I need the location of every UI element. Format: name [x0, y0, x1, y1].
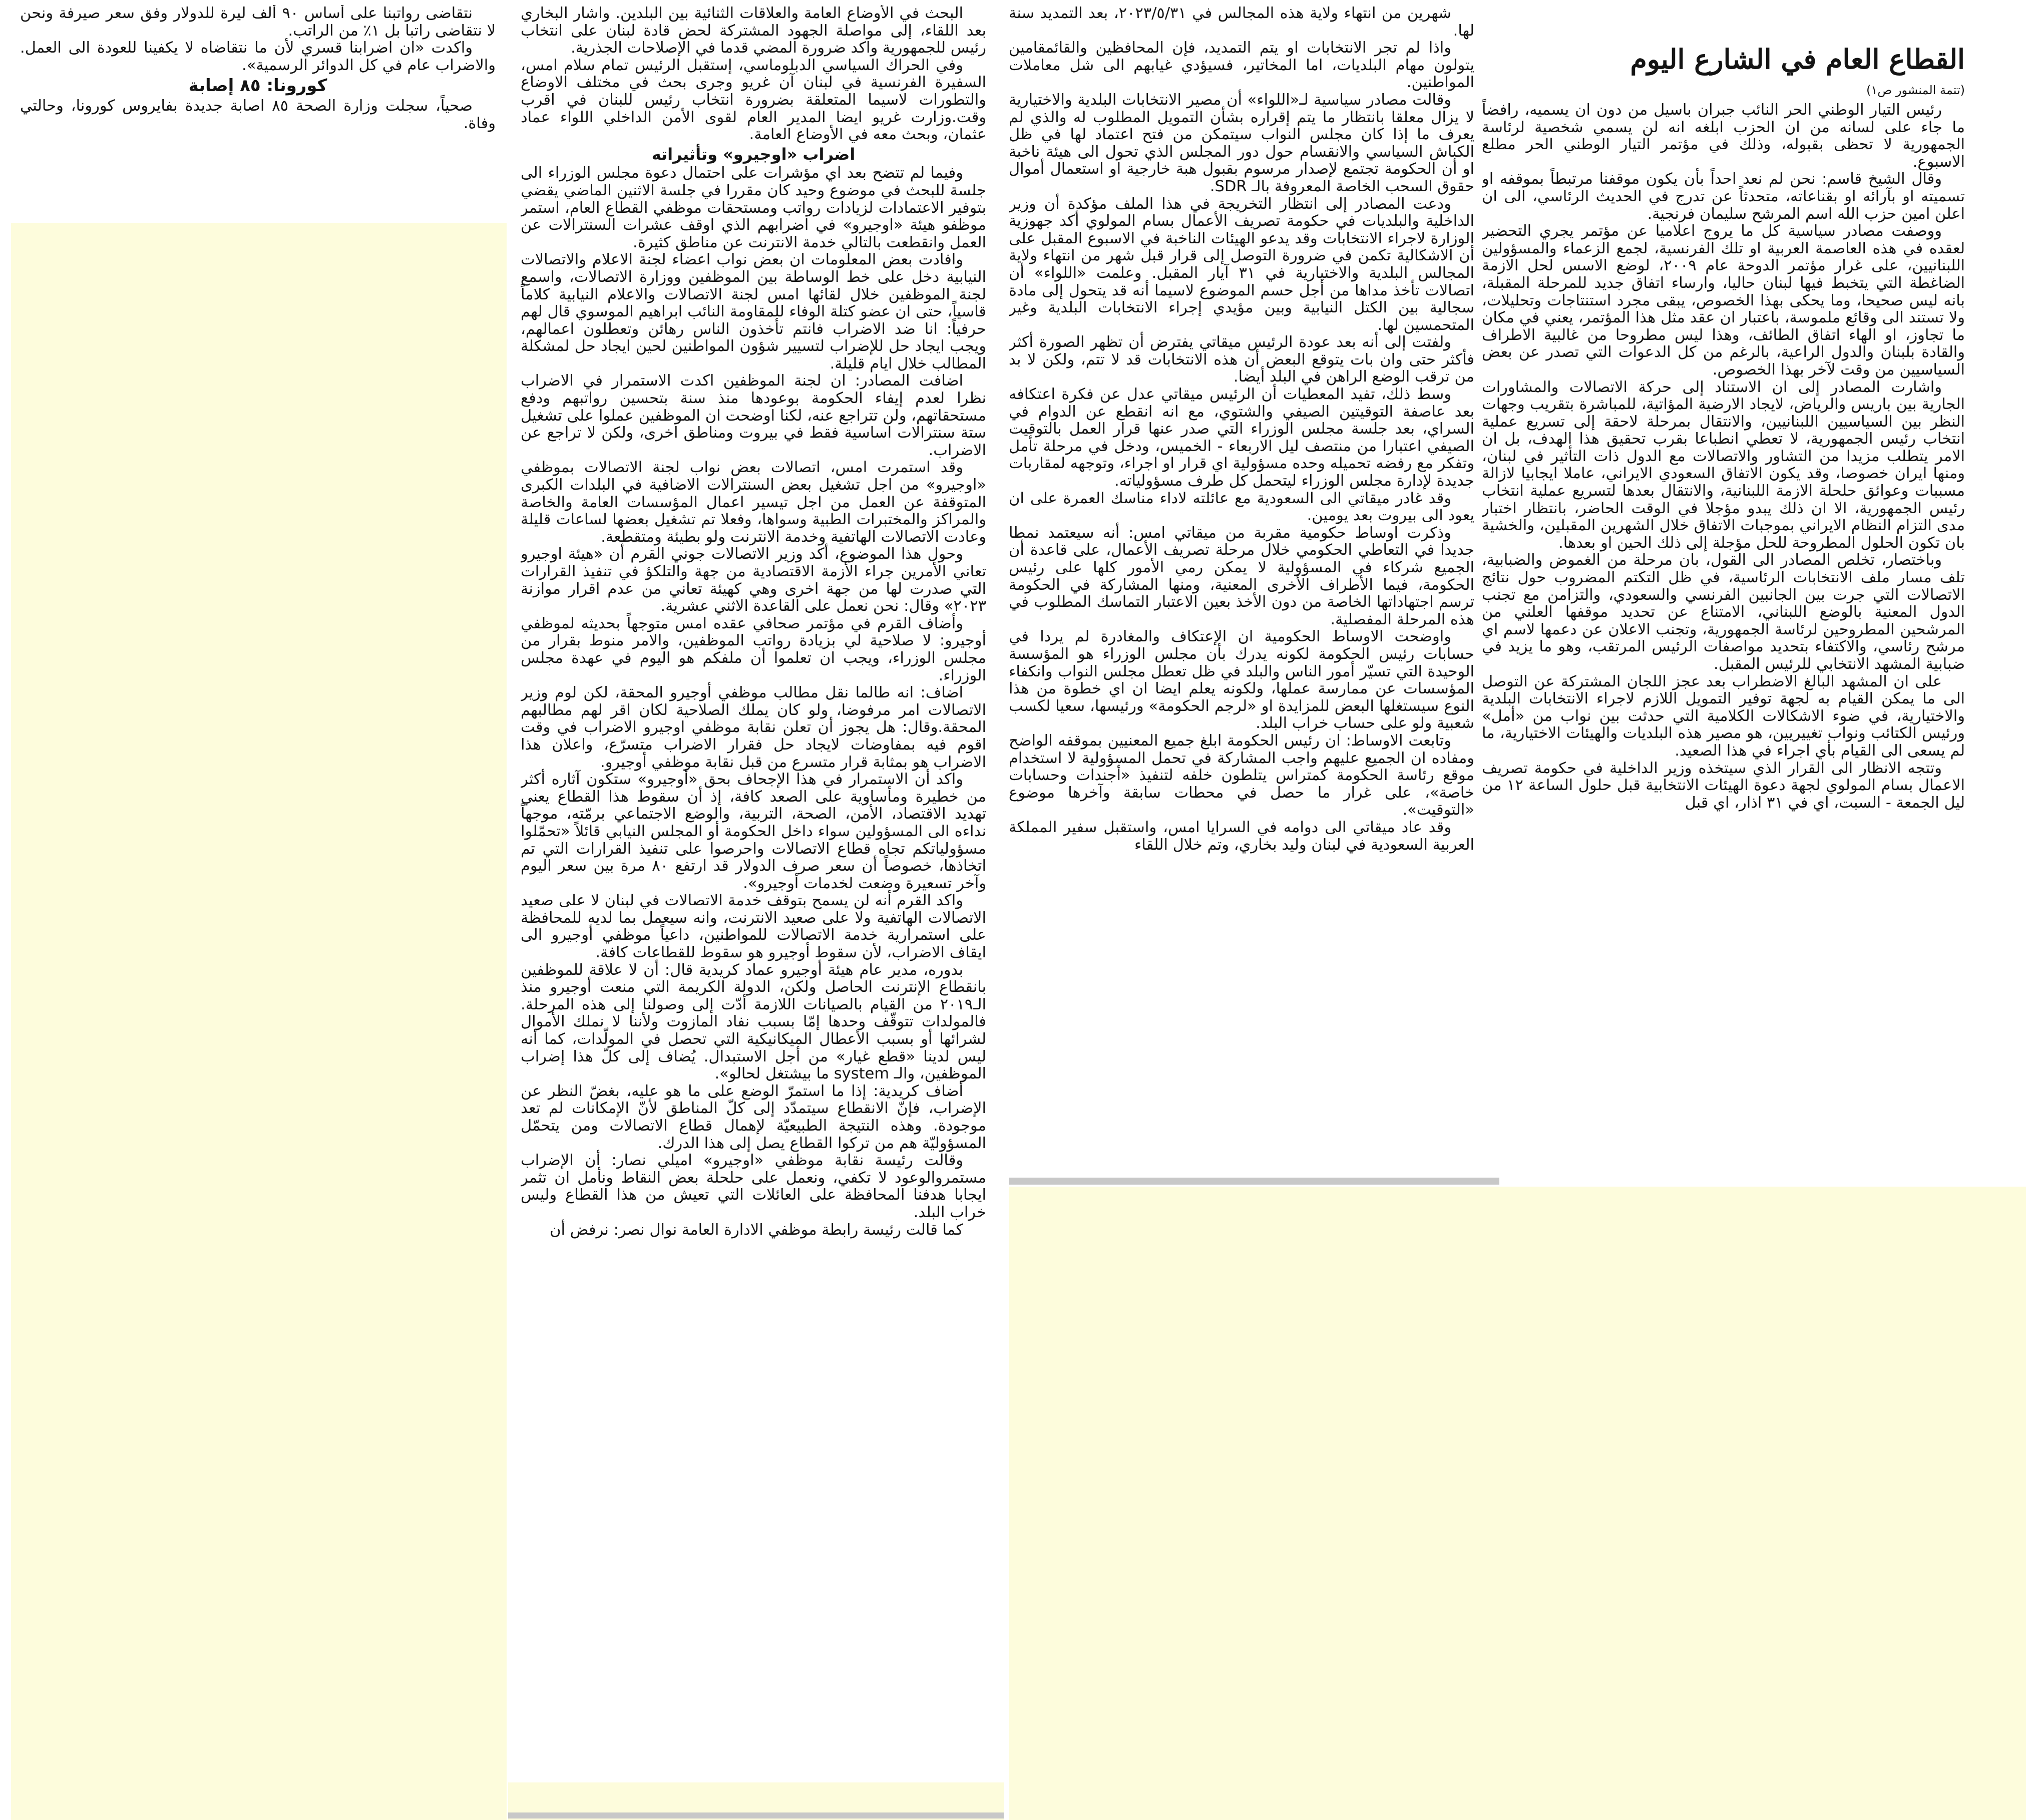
article-paragraph: اضاف: انه طالما نقل مطالب موظفي أوجيرو المحقة، لكن لوم وزير الاتصالات امر مرفوضا، ولو كان يملك الصلاحية لكان اقر لهم مطالبهم المحقة.وقال: هل يجوز أن تعلن نقابة موظفي اوجيرو الاضراب في وقت اقوم فيه بمفاوضات لايجاد حل فقرار الاضراب متسرّع، واعلان هذا الاضراب هو بمثابة قرار متسرع من قبل نقابة موظفي أوجيرو. [521, 684, 986, 771]
article-paragraph: وقد استمرت امس، اتصالات بعض نواب لجنة الاتصالات بموظفي «اوجيرو» من اجل تشغيل بعض السنترالات الاضافية في البلدات الكبرى المتوقفة عن العمل من اجل تيسير اعمال المؤسسات العامة والخاصة والمراكز والمختبرات الطبية وسواها، وفعلا تم تشغيل بعضها لساعات قليلة وعادت الاتصالات الهاتفية وخدمة الانترنت ولو بطيئة ومتقطعة. [521, 459, 986, 546]
article-paragraph: ودعت المصادر إلى انتظار التخريجة في هذا الملف مؤكدة أن وزير الداخلية والبلديات في حكومة تصريف الأعمال بسام المولوي أكد جهوزية الوزارة لاجراء الانتخابات وقد يدعو الهيئات الناخبة في الاسبوع المقبل على أن الاشكالية تكمن في ضرورة التوصل إلى قرار قبل شهر من انتهاء ولاية المجالس البلدية والاختيارية في ٣١ آيار المقبل. وعلمت «اللواء» أن اتصالات تأخذ مداها من أجل حسم الموضوع لاسيما أنه قد يتحول إلى مادة سجالية بين الكتل النيابية وبين مؤيدي إجراء الانتخابات البلدية وغير المتحمسين لها. [1009, 195, 1474, 334]
article-paragraph: وحول هذا الموضوع، أكد وزير الاتصالات جوني القرم أن «هيئة اوجيرو تعاني الأمرين جراء الأزمة الاقتصادية من جهة والتلكؤ في تنفيذ القرارات التي صدرت لها من جهة اخرى وهي كهيئة تعاني من عدم اقرار موازنة ٢٠٢٣» وقال: نحن نعمل على القاعدة الاثني عشرية. [521, 545, 986, 615]
article-column-third [521, 5, 986, 1807]
article-paragraph: رئيس التيار الوطني الحر النائب جبران باسيل من دون ان يسميه، رافضاً ما جاء على لسانه من ان الحزب ابلغه انه لن يسمي شخصية لرئاسة الجمهورية لا تحظى بقبوله، وذلك في مؤتمر التيار الوطني الحر مطلع الاسبوع. [1482, 101, 1965, 171]
article-paragraph: واكدت «ان اضرابنا قسري لأن ما نتقاضاه لا يكفينا للعودة الى العمل. والاضراب عام في كل الدوائر الرسمية». [20, 39, 496, 74]
article-paragraph: وتتجه الانظار الى القرار الذي سيتخذه وزير الداخلية في حكومة تصريف الاعمال بسام المولوي لجهة دعوة الهيئات الانتخابية قبل حلول الساعة ١٢ من ليل الجمعة - السبت، اي في ٣١ اذار، اي قبل [1482, 759, 1965, 812]
page-background-right [1009, 1187, 2026, 1820]
section-subheading: اضراب «اوجيرو» وتأثيراته [651, 144, 856, 164]
article-paragraph: ولفتت إلى أنه بعد عودة الرئيس ميقاتي يفترض أن تظهر الصورة أكثر فأكثر حتى وان بات يتوقع البعض أن هذه الانتخابات قد لا تتم، ولكن لا بد من ترقب الوضع الراهن في البلد أيضا. [1009, 333, 1474, 386]
article-paragraph: واذا لم تجر الانتخابات او يتم التمديد، فإن المحافظين والقائمقامين يتولون مهام البلديات، اما المخاتير، فسيؤدي غيابهم الى شل معاملات المواطنين. [1009, 39, 1474, 92]
article-paragraph: وافادت بعض المعلومات ان بعض نواب اعضاء لجنة الاعلام والاتصالات النيابية دخل على خط الوساطة بين الموظفين ووزارة الاتصالات، واسمع لجنة الموظفين خلال لقائها امس لجنة الاتصالات والاعلام النيابية كلاماً قاسياً، حتى ان عضو كتلة الوفاء للمقاومة النائب ابراهيم الموسوي قال لهم حرفياً: انا ضد الاضراب فانتم تأخذون الناس رهائن وتعطلون اعمالهم، ويجب ايجاد حل للإضراب لتسيير شؤون المواطنين لحين ايجاد حل لمشكلة المطالب خلال ايام قليلة. [521, 251, 986, 373]
article-paragraph: وقالت رئيسة نقابة موظفي «اوجيرو» اميلي نصار: أن الإضراب مستمروالوعود لا تكفي، ونعمل على حلحلة بعض النقاط ونأمل ان تثمر ايجابا هدفنا المحافظة على العائلات التي تعيش من هذا القطاع وليس خراب البلد. [521, 1152, 986, 1221]
article-paragraph: وقال الشيخ قاسم: نحن لم نعد احداً بأن يكون موقفنا مرتبطاً بموقفه او تسميته او بآرائه او بقناعاته، متحدثاً عن تدرج في الحديث الرئاسي، الى ان اعلن امين حزب الله اسم المرشح سليمان فرنجية. [1482, 170, 1965, 223]
article-paragraph: وقد عاد ميقاتي الى دوامه في السرايا امس، واستقبل سفير المملكة العربية السعودية في لبنان وليد بخاري، وتم خلال اللقاء [1009, 818, 1474, 854]
article-headline: القطاع العام في الشارع اليوم [1630, 43, 1965, 76]
article-paragraph: وسط ذلك، تفيد المعطيات أن الرئيس ميقاتي عدل عن فكرة اعتكافه بعد عاصفة التوقيتين الصيفي والشتوي، مع انه انقطع عن الدوام في السراي، بعد جلسة مجلس الوزراء التي صدر عنها قرار العمل بالتوقيت الصيفي اعتبارا من منتصف ليل الاربعاء - الخميس، ودخل في مرحلة تأمل وتفكر مع رفضه تحميله وحده مسؤولية اي قرار او اجراء، وتوجهه لمقاربات جديدة لإدارة مجلس الوزراء ليتحمل كل طرف مسؤولياته. [1009, 386, 1474, 490]
article-paragraph: البحث في الأوضاع العامة والعلاقات الثنائية بين البلدين. واشار البخاري بعد اللقاء، إلى مواصلة الجهود المشتركة لحض قادة لبنان على انتخاب رئيس للجمهورية واكد ضرورة المضي قدما في الإصلاحات الجذرية. [521, 5, 986, 57]
article-paragraph: أضاف كريدية: إذا ما استمرّ الوضع على ما هو عليه، بغضّ النظر عن الإضراب، فإنّ الانقطاع سيتمدّد إلى كلّ المناطق لأنّ الإمكانات لم تعد موجودة. وهذه النتيجة الطبيعيّة لإهمال قطاع الاتصالات ومن يتحمّل المسؤوليّة هم من تركوا القطاع يصل إلى هذا الدرك. [521, 1082, 986, 1152]
article-paragraph: وتابعت الاوساط: ان رئيس الحكومة ابلغ جميع المعنيين بموقفه الواضح ومفاده ان الجميع عليهم واجب المشاركة في تحمل المسؤولية لا استخدام موقع رئاسة الحكومة كمتراس يتلطون خلفه لتنفيذ «أجندات وحسابات خاصة»، على غرار ما حصل في محطات سابقة وآخرها موضوع «التوقيت». [1009, 732, 1474, 819]
article-column-left [20, 5, 496, 215]
article-paragraph: شهرين من انتهاء ولاية هذه المجالس في ٢٠٢٣/٥/٣١، بعد التمديد سنة لها. [1009, 5, 1474, 40]
section-subheading: كورونا: ٨٥ إصابة [188, 76, 327, 96]
article-paragraph: واكد أن الاستمرار في هذا الإجحاف بحق «أوجيرو» ستكون آثاره أكثر من خطيرة ومأساوية على الصعد كافة، إذ أن سقوط هذا القطاع يعني تهديد الاقتصاد، الأمن، الصحة، التربية، والوضع الاجتماعي برمّته، موجهاً نداءه الى المسؤولين سواء داخل الحكومة أو المجلس النيابي قائلاً «تحمّلوا مسؤولياتكم تجاه قطاع الاتصالات واحرصوا على تنفيذ القرارات التي تم اتخاذها، خصوصاً أن سعر صرف الدولار قد ارتفع ٨٠ مرة بين سعر اليوم وآخر تسعيرة وضعت لخدمات أوجيرو». [521, 771, 986, 892]
article-paragraph: نتقاضى رواتبنا على أساس ٩٠ ألف ليرة للدولار وفق سعر صيرفة ونحن لا نتقاضى راتبا بل ١٪ من الراتب. [20, 5, 496, 40]
column-end-rule [1009, 1178, 1499, 1185]
article-paragraph: وباختصار، تخلص المصادر الى القول، بان مرحلة من الغموض والضبابية، تلف مسار ملف الانتخابات الرئاسية، في ظل التكتم المضروب حول نتائج الاتصالات التي جرت بين الجانبين الفرنسي والسعودي، والتزامن مع تجنب الدول المعنية بالوضع اللبناني، الامتناع عن تحديد موقفها العلني من المرشحين المطروحين لرئاسة الجمهورية، وتجنب الاعلان عن دعمها لاسم اي مرشح رئاسي، والاكتفاء بتحديد مواصفات الرئيس المرتقب، وهو ما يزيد في ضبابية المشهد الانتخابي للرئيس المقبل. [1482, 551, 1965, 673]
article-paragraph: وأضاف القرم في مؤتمر صحافي عقده امس متوجهاً بحديثه لموظفي أوجيرو: لا صلاحية لي بزيادة رواتب الموظفين، والامر منوط بقرار من مجلس الوزراء، ويجب ان تعلموا أن ملفكم هو اليوم في عهدة مجلس الوزراء. [521, 614, 986, 684]
article-paragraph: واوضحت الاوساط الحكومية ان الإعتكاف والمغادرة لم يردا في حسابات رئيس الحكومة لكونه يدرك بأن مجلس الوزراء هو المؤسسة الوحيدة التي تسيّر أمور الناس والبلد في ظل تعطل مجلس النواب وانكفاء المؤسسات عن ممارسة عملها، ولكونه يعلم ايضا ان اي خطوة من هذا النوع سيستغلها البعض للمزايدة او «لرجم الحكومة» ورئيسها، سعيا لكسب شعبية ولو على حساب خراب البلد. [1009, 628, 1474, 733]
article-paragraph: اضافت المصادر: ان لجنة الموظفين اكدت الاستمرار في الاضراب نظرا لعدم إيفاء الحكومة بوعودها منذ سنة بتحسين رواتبهم ودفع مستحقاتهم، ولن تتراجع عنه، لكنا اوضحت ان الموظفين عملوا على تشغيل ستة سنترالات اساسية فقط في بيروت ومناطق اخرى، ولكن لا تراجع عن الاضراب. [521, 372, 986, 459]
article-paragraph: وذكرت اوساط حكومية مقربة من ميقاتي امس: أنه سيعتمد نمطا جديدا في التعاطي الحكومي خلال مرحلة تصريف الأعمال، على قاعدة أن الجميع شركاء في المسؤولية لا يمكن رمي الأمور كلها على رئيس الحكومة، فيما الأطراف الأخرى المعنية، ومنها المشاركة في الحكومة ترسم اجتهاداتها الخاصة من دون الأخذ بعين الاعتبار التماسك المطلوب في هذه المرحلة المفصلية. [1009, 524, 1474, 628]
article-paragraph: واشارت المصادر إلى ان الاستناد إلى حركة الاتصالات والمشاورات الجارية بين باريس والرياض، لايجاد الارضية المؤاتية، للمباشرة بتقريب وجهات النظر بين السياسيين اللبنانيين، والانتقال بمرحلة لاحقة إلى تسريع عملية انتخاب رئيس الجمهورية، لا تعطي انطباعا بقرب تحقيق هذا الهدف، بل ان الامر يتطلب مزيدا من التشاور والاتصالات مع الدول ذات التأثير في لبنان، ومنها ايران خصوصا، وقد يكون الاتفاق السعودي الايراني، عاملا ايجابيا لازالة مسببات وعوائق حلحلة الازمة اللبنانية، والانتقال بعدها لتسريع عملية انتخاب رئيس الجمهورية، الا ان ذلك يبدو مؤجلا في الوقت الحاضر، بانتظار اختبار مدى التزام النظام الايراني بموجبات الاتفاق خلال الشهرين المقبلين، والخشية بان تكون الحلول المطروحة للحل مؤجلة إلى ذلك الحين او بعدها. [1482, 378, 1965, 552]
column-end-rule-bottom [508, 1812, 1004, 1818]
article-paragraph: ووصفت مصادر سياسية كل ما يروج اعلاميا عن مؤتمر يجري التحضير لعقده في هذه العاصمة العربية او تلك الفرنسية، لجمع الزعماء والمسؤولين اللبنانيين، على غرار مؤتمر الدوحة عام ٢٠٠٩، لوضع الاسس لحل الازمة الضاغطة التي يتخبط فيها لبنان حاليا، وارساء اتفاق جديد للمرحلة المقبلة، بانه ليس صحيحا، وما يحكى بهذا الخصوص، يبقى مجرد استنتاجات وتحليلات، ولا تستند الى وقائع ملموسة، باعتبار ان عقد مثل هذا المؤتمر، يعني في مكان ما تجاوز، او الهاء اتفاق الطائف، وهذا ليس مطروحا من غالبية الاطراف والقادة بلبنان والدول الراعية، بالرغم من كل الدعوات التي تصدر عن بعض السياسيين من وقت لآخر بهذا الخصوص. [1482, 222, 1965, 379]
article-paragraph: بدوره، مدير عام هيئة أوجيرو عماد كريدية قال: أن لا علاقة للموظفين بانقطاع الإنترنت الحاصل ولكن، الدولة الكريمة التي منعت أوجيرو منذ الـ٢٠١٩ من القيام بالصيانات اللازمة أدّت إلى وصولنا إلى هذه المرحلة. فالمولدات تتوقّف وحدها إمّا بسبب نفاد المازوت ولأننا لا نملك الأموال لشرائها أو بسبب الأعطال الميكانيكية التي تحصل في المولّدات، كما أنه ليس لدينا «قطع غيار» من أجل الاستبدال. يُضاف إلى كلّ هذا إضراب الموظفين، والـ system ما بيشتغل لحالو». [521, 961, 986, 1083]
article-column-right [1482, 83, 1965, 1164]
page-background-left [11, 223, 507, 1820]
article-column-second [1009, 5, 1474, 1174]
continued-note: (تتمة المنشور ص١) [1866, 83, 1965, 97]
article-paragraph: وقد غادر ميقاتي الى السعودية مع عائلته لاداء مناسك العمرة على ان يعود الى بيروت بعد يومين. [1009, 489, 1474, 525]
article-paragraph: وقالت مصادر سياسية لـ«اللواء» أن مصير الانتخابات البلدية والاختيارية لا يزال معلقا بانتظار ما يتم إقراره بشأن التمويل المطلوب له والذي لم يعرف ما إذا كان مجلس النواب سيتمكن من فتح اعتماد لها في ظل الكباش السياسي والانقسام حول دور المجلس الذي تحول الى هيئة ناخبة او أن الحكومة تجتمع لإصدار مرسوم بقبول هبة خارجية او استعمال أموال حقوق السحب الخاصة المعروفة بالـ SDR. [1009, 91, 1474, 195]
article-paragraph: كما قالت رئيسة رابطة موظفي الادارة العامة نوال نصر: نرفض أن [550, 1221, 963, 1239]
article-paragraph: وفي الحراك السياسي الدبلوماسي، إستقبل الرئيس تمام سلام امس، السفيرة الفرنسية في لبنان آن غريو وجرى بحث في مختلف الاوضاع والتطورات لاسيما المتعلقة بضرورة انتخاب رئيس للبنان في اقرب وقت.وزارت غريو ايضا المدير العام لقوى الأمن الداخلي اللواء عماد عثمان، وبحث معه في الأوضاع العامة. [521, 56, 986, 144]
article-paragraph: وفيما لم تتضح بعد اي مؤشرات على احتمال دعوة مجلس الوزراء الى جلسة للبحث في موضوع وحيد كان مقررا في جلسة الاثنين الماضي يقضي بتوفير الاعتمادات لزيادات رواتب ومستحقات موظفي القطاع العام، استمر موظفو هيئة «اوجيرو» في اضرابهم الذي اوقف عشرات السنترالات عن العمل وانقطعت بالتالي خدمة الانترنت عن مناطق كثيرة. [521, 164, 986, 251]
article-paragraph: صحياً، سجلت وزارة الصحة ٨٥ اصابة جديدة بفايروس كورونا، وحالتي وفاة. [20, 97, 496, 132]
article-paragraph: واكد القرم أنه لن يسمح بتوقف خدمة الاتصالات في لبنان لا على صعيد الاتصالات الهاتفية ولا على صعيد الانترنت، وانه سيعمل بما لديه للمحافظة على استمرارية خدمة الاتصالات للمواطنين، داعياً موظفي أوجيرو الى ايقاف الاضراب، لأن سقوط أوجيرو هو سقوط للقطاعات كافة. [521, 892, 986, 962]
article-paragraph: على ان المشهد البالغ الاضطراب بعد عجز اللجان المشتركة عن التوصل الى ما يمكن القيام به لجهة توفير التمويل اللازم لاجراء الانتخابات البلدية والاختيارية، في ضوء الاشكالات الكلامية التي حدثت بين نواب من «أمل» ورئيس الكتائب ونواب تغييريين، هو مصير هذه البلديات والهيئات الاختيارية، ما لم يسعى الى القيام بأي اجراء في هذا الصعيد. [1482, 672, 1965, 760]
